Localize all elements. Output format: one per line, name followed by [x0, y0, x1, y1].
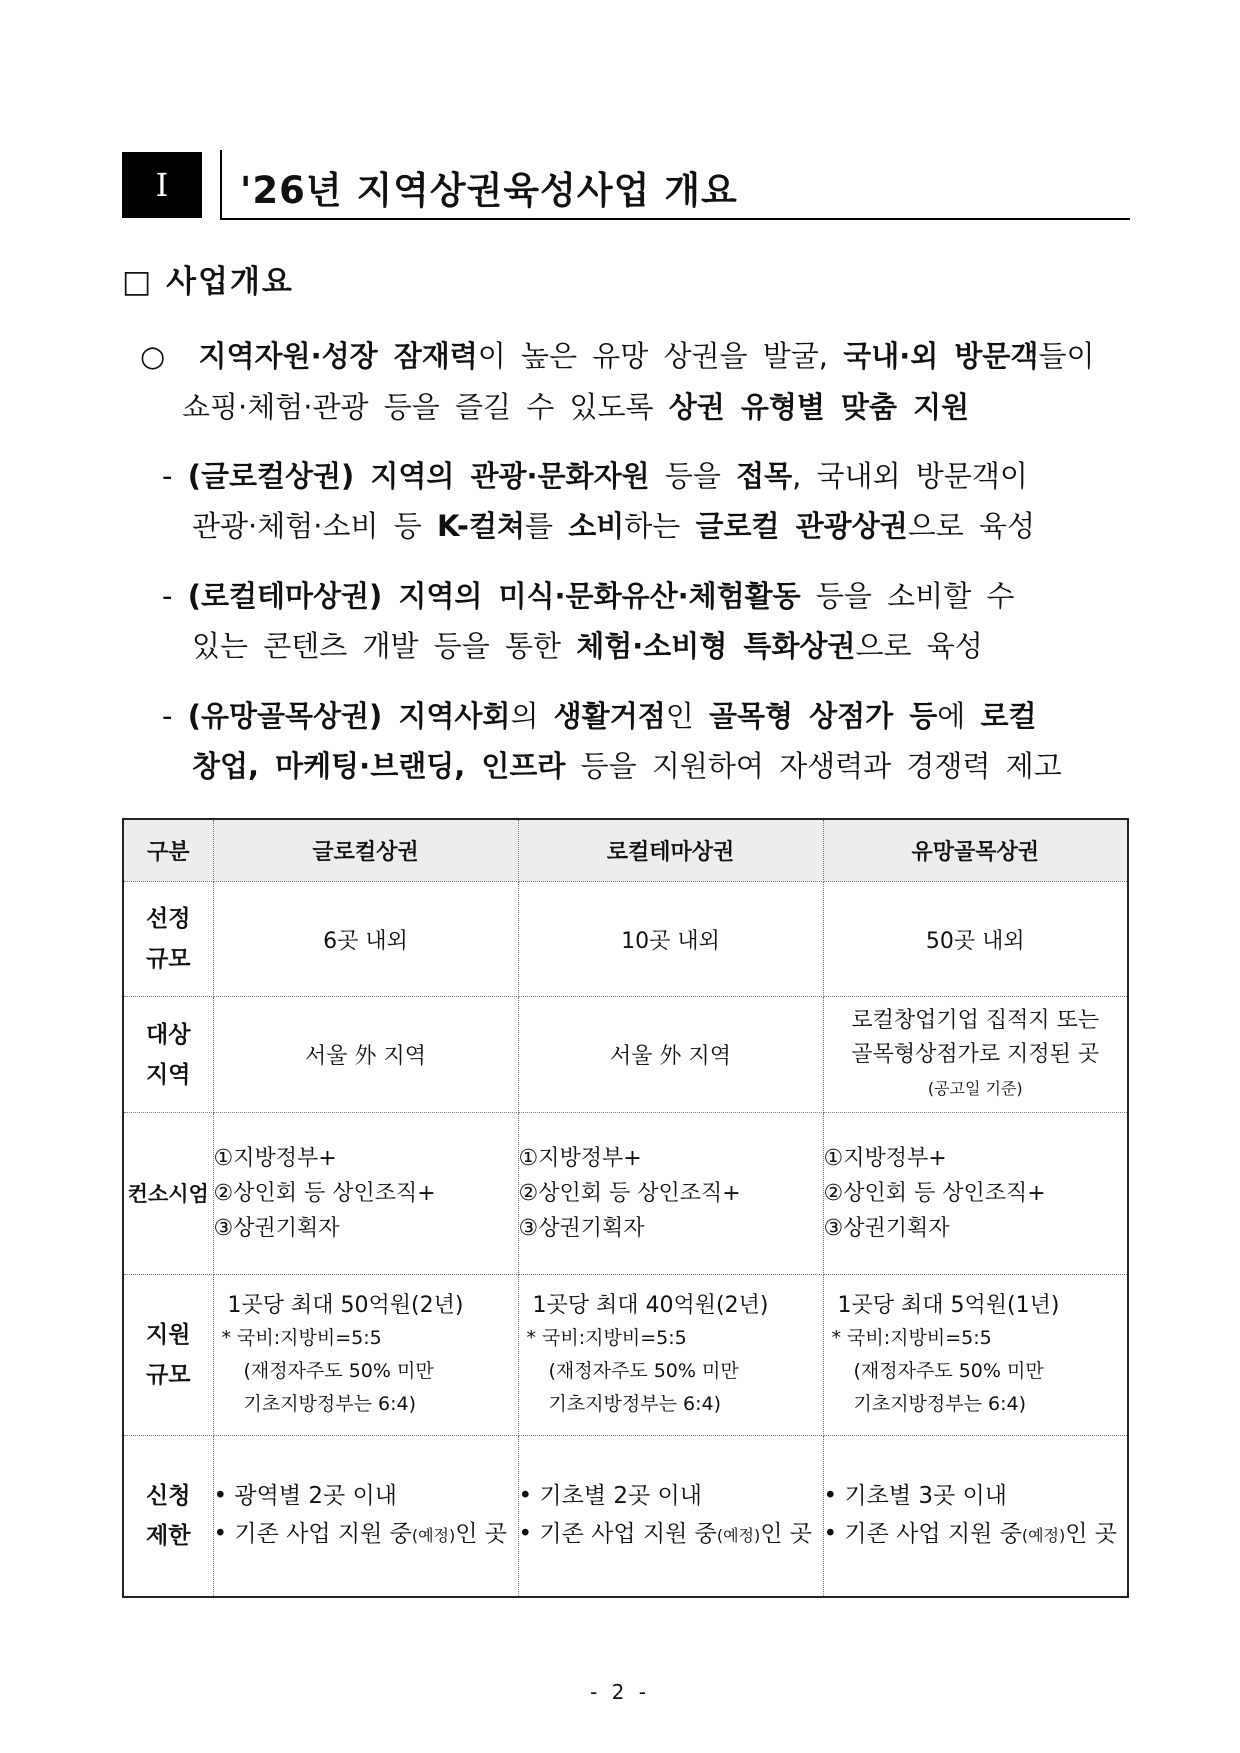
- target-glocal: 서울 外 지역: [213, 997, 518, 1113]
- header-localtheme: 로컬테마상권: [518, 819, 823, 881]
- apply-text: 인 곳: [760, 1521, 812, 1548]
- section-title: □ 사업개요: [122, 264, 294, 300]
- target-alley-line: 로컬창업기업 집적지 또는: [851, 1007, 1100, 1033]
- type-localtheme-line-1: [162, 570, 1014, 622]
- emphasis-text: 국내·외 방문객: [843, 339, 1039, 373]
- emphasis-text: 글로컬 관광상권: [695, 509, 908, 543]
- apply-line: [824, 1515, 1128, 1555]
- consortium-item: ③상권기획자: [823, 1216, 950, 1242]
- emphasis-text: 소비: [568, 509, 625, 543]
- type-alley-line-2: [192, 740, 1062, 792]
- emphasis-text: K-컬쳐: [436, 509, 526, 543]
- support-localtheme: [518, 1274, 823, 1435]
- row-label-apply: [123, 1436, 213, 1597]
- body-text: , 국내외 방문객이: [792, 459, 1028, 493]
- row-label-support: [123, 1274, 213, 1435]
- body-text: 이 높은 유망 상권을 발굴,: [477, 339, 844, 373]
- emphasis-text: 지역자원·성장 잠재력: [198, 339, 478, 373]
- consortium-item: ①지방정부+: [518, 1146, 642, 1172]
- support-note: * 국비:지방비=5:5: [831, 1326, 992, 1349]
- body-text: 하는: [624, 509, 696, 543]
- consortium-item: ③상권기획자: [213, 1216, 340, 1242]
- support-main: 1곳당 최대 50억원(2년): [227, 1292, 464, 1318]
- support-glocal: [213, 1274, 518, 1435]
- body-text: 인: [665, 699, 709, 733]
- page-number: - 2 -: [590, 1680, 650, 1704]
- consortium-localtheme: [518, 1113, 823, 1274]
- heading-number: I: [122, 152, 202, 218]
- body-text: 를: [525, 509, 569, 543]
- overview-line-1: [140, 330, 1094, 382]
- heading-divider: [220, 150, 222, 220]
- body-text: -: [162, 459, 188, 493]
- support-alley: [823, 1274, 1128, 1435]
- support-note: 기초지방정부는 6:4): [243, 1392, 417, 1415]
- apply-text: • 기존 사업 지원 중: [213, 1521, 412, 1548]
- emphasis-text: 상권 유형별 맞춤 지원: [668, 390, 970, 424]
- body-text: 으로 육성: [855, 629, 983, 663]
- row-label-selection: [123, 881, 213, 997]
- heading-underline: [220, 218, 1130, 220]
- consortium-alley: [823, 1113, 1128, 1274]
- apply-line: • 광역별 2곳 이내: [213, 1483, 397, 1510]
- emphasis-text: 로컬: [980, 699, 1037, 733]
- consortium-item: ②상인회 등 상인조직+: [823, 1181, 1046, 1207]
- header-category: 구분: [123, 819, 213, 881]
- body-text: 있는 콘텐츠 개발 등을 통한: [192, 629, 577, 663]
- row-label-line: 지역: [146, 1061, 191, 1088]
- apply-text: 인 곳: [1065, 1521, 1117, 1548]
- apply-alley: [823, 1436, 1128, 1597]
- emphasis-text: 접목: [736, 459, 793, 493]
- table-row-apply: [123, 1436, 1128, 1597]
- support-note: (재정자주도 50% 미만: [853, 1359, 1044, 1382]
- emphasis-text: 창업, 마케팅·브랜딩, 인프라: [192, 749, 566, 783]
- row-label-line: 규모: [146, 946, 191, 972]
- support-note: * 국비:지방비=5:5: [526, 1326, 687, 1349]
- emphasis-text: (유망골목상권) 지역사회: [187, 699, 511, 733]
- consortium-item: ②상인회 등 상인조직+: [213, 1181, 436, 1207]
- support-main: 1곳당 최대 5억원(1년): [837, 1292, 1060, 1318]
- apply-line: • 기초별 3곳 이내: [823, 1483, 1007, 1510]
- apply-localtheme: [518, 1436, 823, 1597]
- header-glocal: 글로컬상권: [213, 819, 518, 881]
- body-text: 관광·체험·소비 등: [192, 509, 437, 543]
- body-text: -: [162, 579, 188, 613]
- emphasis-text: 체험·소비형 특화상권: [576, 629, 856, 663]
- support-note: * 국비:지방비=5:5: [221, 1326, 382, 1349]
- support-note: (재정자주도 50% 미만: [548, 1359, 739, 1382]
- type-glocal-line-1: [162, 450, 1028, 502]
- body-text: 등을 지원하여 자생력과 경쟁력 제고: [565, 749, 1062, 783]
- row-label-line: 선정: [146, 906, 191, 932]
- row-label-target: [123, 997, 213, 1113]
- selection-glocal: 6곳 내외: [213, 881, 518, 997]
- body-text: 들이: [1038, 339, 1095, 373]
- body-text: -: [162, 699, 188, 733]
- body-text: 에: [937, 699, 981, 733]
- apply-line: [214, 1515, 518, 1555]
- consortium-item: ③상권기획자: [518, 1216, 645, 1242]
- body-text: 쇼핑·체험·관광 등을 즐길 수 있도록: [182, 390, 669, 424]
- apply-line: • 기초별 2곳 이내: [518, 1483, 702, 1510]
- header-alley: 유망골목상권: [823, 819, 1128, 881]
- type-glocal-line-2: [192, 500, 1035, 552]
- target-localtheme: 서울 外 지역: [518, 997, 823, 1113]
- emphasis-text: 생활거점: [553, 699, 666, 733]
- target-alley-line: 골목형상점가로 지정된 곳: [851, 1041, 1100, 1067]
- apply-line: [519, 1515, 823, 1555]
- row-label-consortium: 컨소시엄: [123, 1113, 213, 1274]
- overview-marker: ○: [140, 339, 166, 373]
- apply-text: • 기존 사업 지원 중: [518, 1521, 717, 1548]
- consortium-item: ①지방정부+: [823, 1146, 947, 1172]
- table-row-target: [123, 997, 1128, 1113]
- apply-text: 인 곳: [455, 1521, 507, 1548]
- apply-sub: (예정): [1021, 1526, 1066, 1546]
- body-text: 등을: [649, 459, 737, 493]
- target-alley-note: (공고일 기준): [927, 1078, 1023, 1098]
- selection-localtheme: 10곳 내외: [518, 881, 823, 997]
- table-row-support: [123, 1274, 1128, 1435]
- apply-text: • 기존 사업 지원 중: [823, 1521, 1022, 1548]
- overview-line-1-text: [199, 339, 1095, 373]
- apply-sub: (예정): [411, 1526, 456, 1546]
- apply-glocal: [213, 1436, 518, 1597]
- selection-alley: 50곳 내외: [823, 881, 1128, 997]
- type-alley-line-1: [162, 690, 1037, 742]
- emphasis-text: (글로컬상권) 지역의 관광·문화자원: [187, 459, 650, 493]
- support-main: 1곳당 최대 40억원(2년): [532, 1292, 769, 1318]
- row-label-line: 대상: [146, 1021, 191, 1048]
- summary-table: [122, 818, 1129, 1598]
- row-label-line: 규모: [146, 1361, 191, 1388]
- target-alley: [823, 997, 1128, 1113]
- support-note: 기초지방정부는 6:4): [853, 1392, 1027, 1415]
- body-text: 의: [510, 699, 554, 733]
- consortium-item: ①지방정부+: [213, 1146, 337, 1172]
- overview-line-2: [182, 381, 969, 433]
- body-text: 등을 소비할 수: [800, 579, 1015, 613]
- table-row-selection: [123, 881, 1128, 997]
- table-row-consortium: [123, 1113, 1128, 1274]
- row-label-line: 제한: [146, 1523, 191, 1550]
- table-header-row: [123, 819, 1128, 881]
- emphasis-text: 골목형 상점가 등: [708, 699, 938, 733]
- apply-sub: (예정): [716, 1526, 761, 1546]
- body-text: 으로 육성: [907, 509, 1036, 543]
- emphasis-text: (로컬테마상권) 지역의 미식·문화유산·체험활동: [187, 579, 801, 613]
- support-note: (재정자주도 50% 미만: [243, 1359, 434, 1382]
- consortium-glocal: [213, 1113, 518, 1274]
- consortium-item: ②상인회 등 상인조직+: [518, 1181, 741, 1207]
- support-note: 기초지방정부는 6:4): [548, 1392, 722, 1415]
- row-label-line: 지원: [146, 1321, 191, 1348]
- type-localtheme-line-2: [192, 620, 983, 672]
- row-label-line: 신청: [146, 1483, 191, 1510]
- page-title: '26년 지역상권육성사업 개요: [240, 169, 738, 212]
